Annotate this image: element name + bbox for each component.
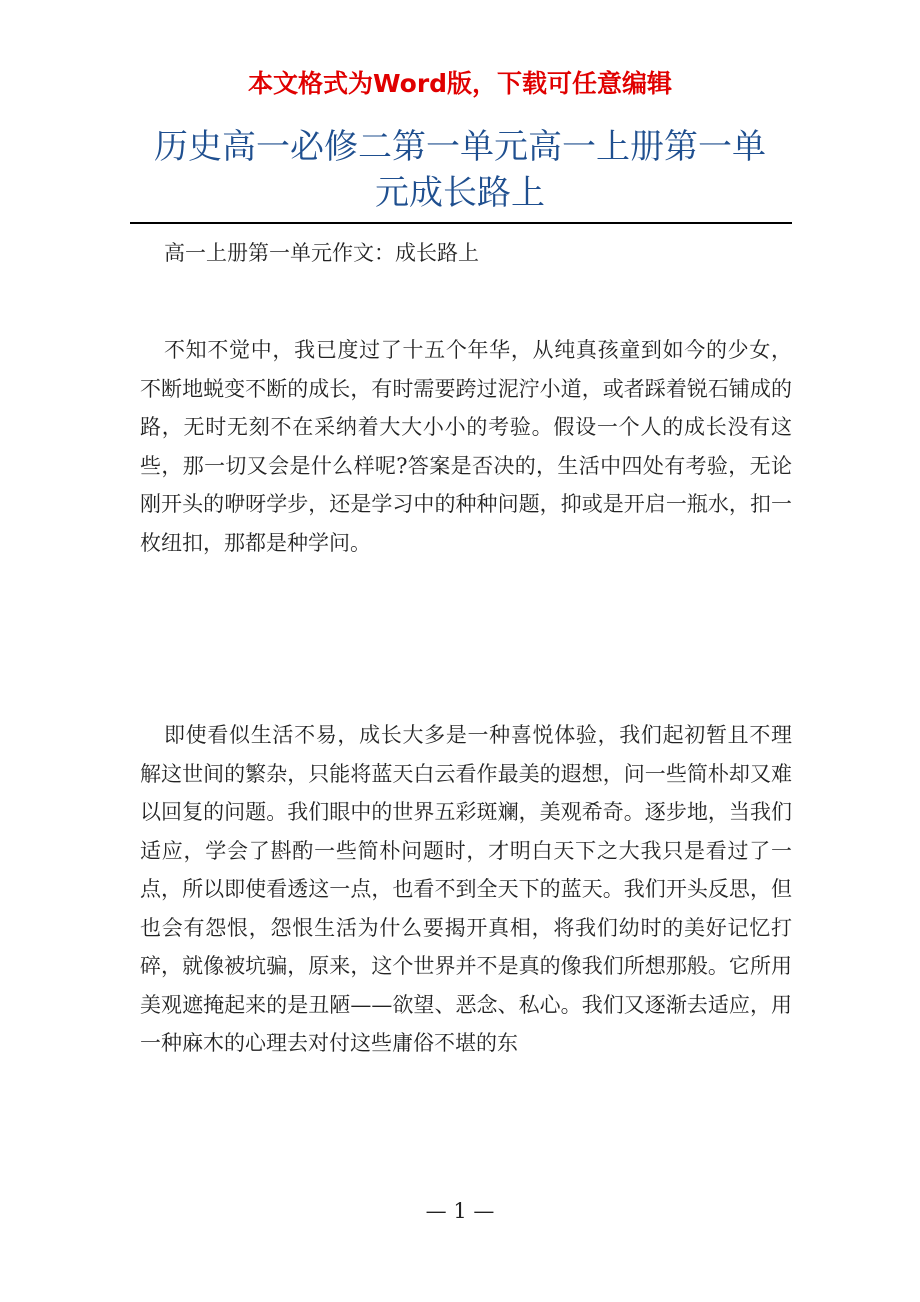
paragraph-1: 不知不觉中，我已度过了十五个年华，从纯真孩童到如今的少女，不断地蜕变不断的成长，有时需要跨过泥泞小道，或者踩着锐石铺成的路，无时无刻不在采纳着大大小小的考验。假设一个人的成长没有这些，那一切又会是什么样呢?答案是否决的，生活中四处有考验，无论刚开头的咿呀学步，还是学习中的种种问题，抑或是开启一瓶水，扣一枚纽扣，那都是种学问。 — [140, 338, 792, 555]
document-title — [130, 124, 790, 216]
page-number: — 1 — — [425, 1199, 495, 1223]
format-notice-banner: 本文格式为Word版，下载可任意编辑 — [247, 69, 673, 98]
paragraph-2: 即使看似生活不易，成长大多是一种喜悦体验，我们起初暂且不理解这世间的繁杂，只能将蓝天白云看作最美的遐想，问一些简朴却又难以回复的问题。我们眼中的世界五彩斑斓，美观希奇。逐步地，当我们适应，学会了斟酌一些简朴问题时，才明白天下之大我只是看过了一点，所以即使看透这一点，也看不到全天下的蓝天。我们开头反思，但也会有怨恨，怨恨生活为什么要揭开真相，将我们幼时的美好记忆打碎，就像被坑骗，原来，这个世界并不是真的像我们所想那般。它所用美观遮掩起来的是丑陋——欲望、恶念、私心。我们又逐渐去适应，用一种麻木的心理去对付这些庸俗不堪的东 — [140, 723, 792, 1055]
title-line-1: 历史高一必修二第一单元高一上册第一单 — [154, 127, 766, 167]
title-divider — [130, 222, 792, 224]
essay-subtitle: 高一上册第一单元作文：成长路上 — [164, 241, 479, 265]
title-line-2: 元成长路上 — [375, 173, 545, 213]
